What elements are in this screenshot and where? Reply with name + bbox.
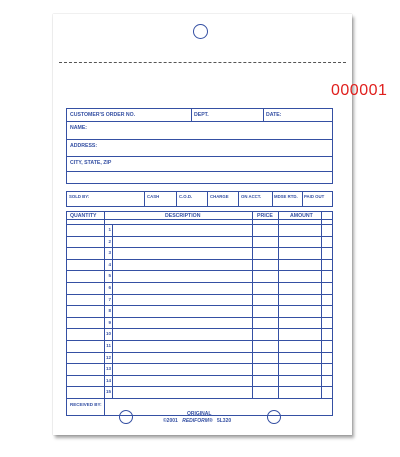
dept-label: DEPT. xyxy=(194,112,209,118)
row-number: 4 xyxy=(108,261,111,267)
customer-info-box xyxy=(66,108,333,184)
charge-label: CHARGE xyxy=(210,194,229,199)
row-number: 12 xyxy=(105,354,111,360)
footer-credits xyxy=(163,418,231,424)
bottom-right-punch-hole xyxy=(267,410,281,424)
on-acct-label: ON ACCT. xyxy=(241,194,262,199)
bottom-left-punch-hole xyxy=(119,410,133,424)
row-number: 11 xyxy=(106,343,111,348)
row-number: 7 xyxy=(108,296,111,302)
row-number: 9 xyxy=(108,319,111,325)
description-header: DESCRIPTION xyxy=(165,213,201,219)
sku-text: 5L320 xyxy=(216,418,232,424)
copyright-text: ©2001 xyxy=(163,418,178,424)
row-number: 2 xyxy=(108,238,111,244)
row-number: 10 xyxy=(105,331,111,337)
row-number: 1 xyxy=(108,227,111,232)
top-punch-hole xyxy=(193,24,208,39)
price-header: PRICE xyxy=(257,213,273,219)
mdse-rtd-label: MDSE RTD. xyxy=(274,194,298,199)
sale-type-box xyxy=(66,191,333,207)
sold-by-label: SOLD BY: xyxy=(69,194,90,199)
row-number: 6 xyxy=(108,285,111,290)
date-label: DATE: xyxy=(266,112,282,118)
row-number: 13 xyxy=(105,366,111,372)
row-number: 5 xyxy=(108,273,111,279)
name-label: NAME: xyxy=(70,125,88,131)
brand-logo: REDIFORM® xyxy=(182,418,213,424)
paid-out-label: PAID OUT xyxy=(304,194,325,199)
cash-label: CASH xyxy=(147,194,160,199)
order-no-label: CUSTOMER'S ORDER NO. xyxy=(70,112,136,118)
row-number: 8 xyxy=(108,308,111,314)
address-label: ADDRESS: xyxy=(70,143,98,149)
form-number: 000001 xyxy=(331,82,388,99)
amount-header: AMOUNT xyxy=(290,213,313,219)
copy-label: ORIGINAL xyxy=(187,411,212,417)
sales-order-form xyxy=(53,14,388,435)
row-number: 14 xyxy=(105,377,111,383)
received-by-label: RECEIVED BY: xyxy=(70,402,102,407)
row-number: 15 xyxy=(105,389,111,395)
city-state-zip-label: CITY, STATE, ZIP xyxy=(70,160,112,166)
items-table xyxy=(66,211,333,416)
perforation-line xyxy=(59,62,346,63)
quantity-header: QUANTITY xyxy=(70,213,97,219)
row-number: 3 xyxy=(108,250,111,256)
cod-label: C.O.D. xyxy=(179,194,193,199)
